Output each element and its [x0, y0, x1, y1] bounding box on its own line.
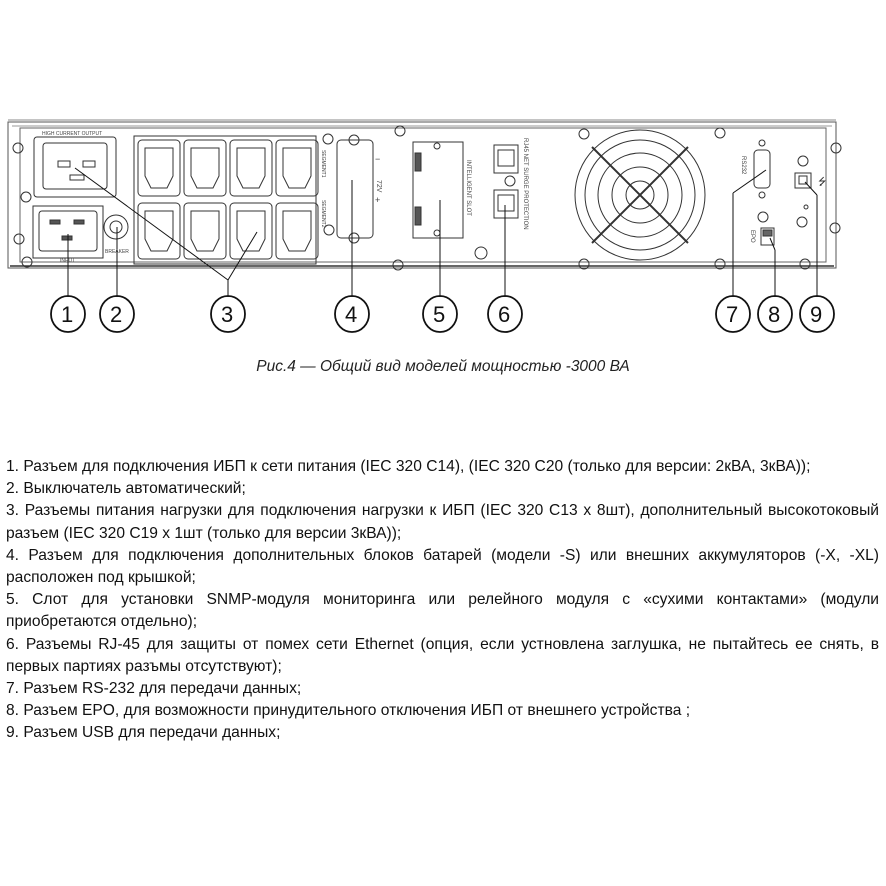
callout-4: 4	[345, 302, 358, 327]
ups-rear-panel-figure	[0, 100, 886, 340]
legend-item-7: 7. Разъем RS-232 для передачи данных;	[6, 680, 302, 698]
label-epo: EPO	[749, 230, 755, 243]
figure-caption: Рис.4 — Общий вид моделей мощностью -3000 ВА	[256, 358, 630, 375]
legend-item-9: 9. Разъем USB для передачи данных;	[6, 724, 281, 742]
legend-item-4: 4. Разъем для подключения дополнительных блоков батарей (модели -S) или внешних аккумуляторов (-X, -XL) расположен под крышкой;	[6, 546, 879, 587]
callout-2: 2	[110, 302, 123, 327]
callout-6: 6	[498, 302, 511, 327]
callout-5: 5	[433, 302, 446, 327]
label-rj45-surge: RJ45 NET SURGE PROTECTION	[522, 138, 528, 230]
label-rs232: RS232	[740, 156, 746, 175]
ups-rear-panel-drawing	[0, 100, 886, 340]
legend-item-3: 3. Разъемы питания нагрузки для подключения нагрузки к ИБП (IEC 320 C13 x 8шт), дополнительный высокотоковый разъем (IEC 320 C19 x 1шт (только для версии 3кВА));	[6, 502, 879, 542]
label-intelligent-slot: INTELLIGENT SLOT	[465, 160, 471, 216]
label-plus: +	[375, 195, 381, 205]
callout-8: 8	[768, 302, 781, 327]
label-segment1: SEGMENT1	[320, 150, 326, 178]
legend-item-6: 6. Разъемы RJ-45 для защиты от помех сети Ethernet (опция, если устновлена заглушка, не пытайтесь ее снять, в первых партиях разъмы отсутствуют);	[6, 635, 879, 675]
label-segment2: SEGMENT2	[320, 200, 326, 228]
callout-3: 3	[221, 302, 234, 327]
connector-legend-list	[6, 456, 879, 745]
legend-item-1: 1. Разъем для подключения ИБП к сети питания (IEC 320 C14), (IEC 320 C20 (только для версии: 2кВА, 3кВА));	[6, 458, 811, 475]
label-input: INPUT	[60, 258, 75, 264]
callout-7: 7	[726, 302, 739, 327]
label-high-current-output: HIGH CURRENT OUTPUT	[42, 131, 103, 137]
label-72v: 72V	[375, 180, 382, 193]
legend-item-2: 2. Выключатель автоматический;	[6, 480, 246, 498]
label-breaker: BREAKER	[105, 249, 129, 255]
callout-9: 9	[810, 302, 823, 327]
usb-icon: ⭍	[818, 177, 827, 188]
label-minus: −	[375, 154, 381, 164]
callout-1: 1	[61, 302, 74, 327]
legend-item-5: 5. Слот для установки SNMP-модуля мониторинга или релейного модуля с «сухими контактами» (модули приобретаются отдельно);	[6, 591, 879, 631]
legend-item-8: 8. Разъем EPO, для возможности принудительного отключения ИБП от внешнего устройства ;	[6, 702, 691, 720]
